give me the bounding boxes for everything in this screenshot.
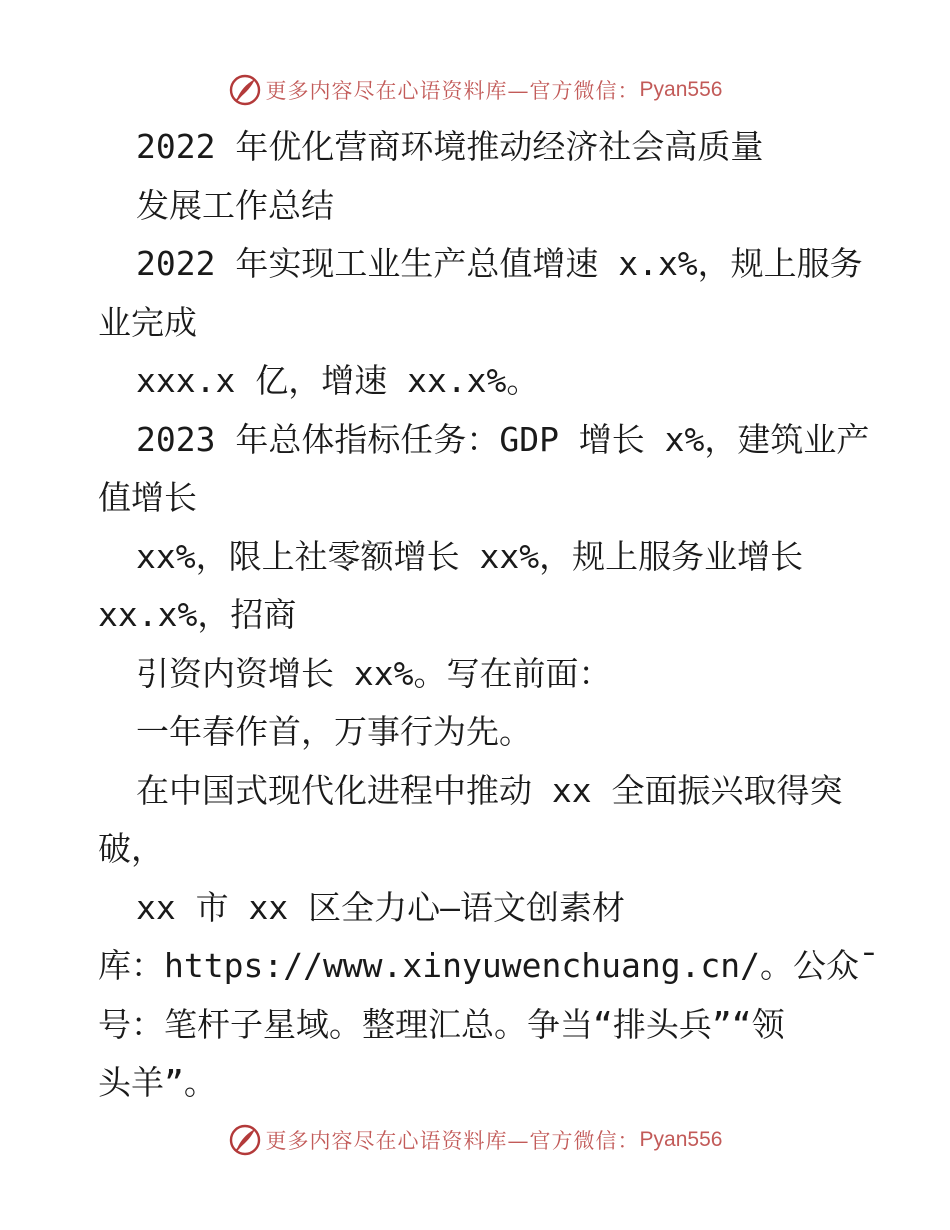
paragraph-line: 值增长 (98, 478, 197, 517)
paragraph-line: xx%，限上社零额增长 xx%，规上服务业增长 (136, 536, 804, 576)
paragraph-line: 库：https://www.xinyuwenchuang.cn/。公众¯ (98, 946, 879, 985)
banner-text: 更多内容尽在心语资料库—官方微信： (265, 1129, 640, 1153)
paragraph-line: 头羊”。 (98, 1063, 217, 1102)
paragraph-line: xx.x%，招商 (98, 595, 297, 634)
paragraph-line: 2023 年总体指标任务：GDP 增长 x%，建筑业产 (136, 419, 870, 459)
paragraph-line: xx 市 xx 区全力心—语文创素材 (136, 887, 625, 927)
title-line-2: 发展工作总结 (136, 185, 334, 225)
paragraph-line: 破， (98, 829, 164, 868)
paragraph-line: xxx.x 亿，增速 xx.x%。 (136, 361, 540, 400)
footer-banner (0, 1120, 950, 1160)
feather-pen-logo-icon (228, 73, 262, 107)
feather-pen-logo-icon (228, 1123, 262, 1157)
paragraph-line: 业完成 (98, 302, 197, 342)
header-banner (0, 70, 950, 110)
banner-text: 更多内容尽在心语资料库—官方微信： (265, 79, 640, 103)
banner-wechat-id: Pyan556 (639, 78, 723, 101)
paragraph-line: 在中国式现代化进程中推动 xx 全面振兴取得突 (136, 770, 843, 810)
paragraph-line: 2022 年实现工业生产总值增速 x.x%，规上服务 (136, 244, 863, 283)
paragraph-line: 号：笔杆子星域。整理汇总。争当“排头兵”“领 (98, 1004, 785, 1044)
paragraph-line: 引资内资增长 xx%。写在前面： (136, 653, 612, 693)
banner-wechat-id: Pyan556 (639, 1128, 723, 1151)
paragraph-line: 一年春作首，万事行为先。 (136, 712, 532, 751)
title-line-1: 2022 年优化营商环境推动经济社会高质量 (136, 127, 764, 166)
document-body (98, 118, 879, 1113)
